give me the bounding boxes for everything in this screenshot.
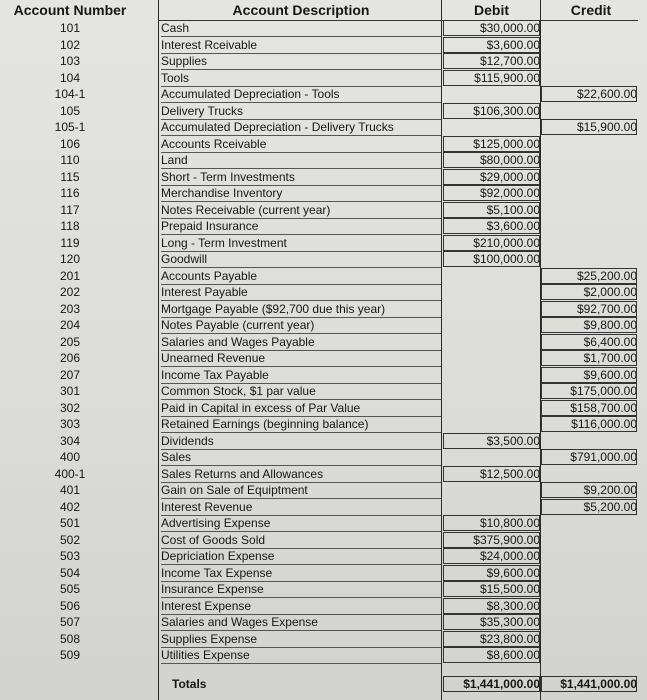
credit-cell: $5,200.00 [541,499,637,515]
account-description-cell: Long - Term Investment [161,235,441,252]
debit-cell [443,482,540,498]
account-number-cell: 507 [59,615,81,629]
table-row [0,400,647,416]
debit-cell: $12,700.00 [443,53,540,69]
debit-cell [443,268,540,284]
debit-cell [443,350,540,366]
debit-cell: $24,000.00 [443,548,540,564]
totals-row [0,676,647,692]
debit-cell [443,284,540,300]
credit-cell [541,532,637,548]
credit-cell: $2,000.00 [541,284,637,300]
account-description-cell: Cost of Goods Sold [161,532,441,549]
credit-cell: $92,700.00 [541,301,637,317]
totals-label: Totals [172,677,207,691]
credit-cell [541,53,637,69]
account-number-cell: 102 [59,37,81,52]
account-description-cell: Interest Rceivable [161,37,441,54]
table-row [0,301,647,317]
account-description-cell: Short - Term Investments [161,169,441,186]
account-description-cell: Interest Payable [161,284,441,301]
credit-cell: $22,600.00 [541,86,637,102]
account-description-cell: Prepaid Insurance [161,218,441,235]
header-account-description: Account Description [232,2,370,18]
account-number-cell: 206 [59,351,81,365]
debit-cell: $10,800.00 [443,515,540,531]
debit-cell: $125,000.00 [443,136,540,152]
debit-cell: $30,000.00 [443,20,540,36]
credit-cell [541,251,637,267]
debit-cell: $3,500.00 [443,433,540,449]
table-row [0,20,647,36]
debit-cell: $100,000.00 [443,251,540,267]
totals-debit: $1,441,000.00 [443,676,540,692]
table-row [0,202,647,218]
debit-cell: $29,000.00 [443,169,540,185]
header-debit: Debit [474,2,509,18]
debit-cell [443,334,540,350]
debit-cell: $3,600.00 [443,37,540,53]
account-number-cell: 502 [59,532,81,547]
credit-cell [541,548,637,564]
debit-cell [443,400,540,416]
debit-cell: $9,600.00 [443,565,540,581]
account-description-cell: Accumulated Depreciation - Delivery Trucks [161,119,441,136]
account-number-cell: 506 [59,598,81,613]
table-row [0,284,647,300]
credit-cell [541,152,637,168]
debit-cell: $115,900.00 [443,70,540,86]
account-description-cell: Insurance Expense [161,581,441,598]
account-number-cell: 400 [59,450,81,464]
table-row [0,152,647,168]
account-number-cell: 509 [59,648,81,662]
table-row [0,383,647,399]
table-row [0,433,647,449]
account-number-cell: 110 [60,153,80,167]
account-description-cell: Supplies Expense [161,631,441,648]
table-row [0,482,647,498]
account-description-cell: Accounts Rceivable [161,136,441,153]
table-row [0,614,647,630]
table-row [0,119,647,135]
account-description-cell: Salaries and Wages Payable [161,334,441,351]
account-number-cell: 116 [60,186,80,200]
account-description-cell: Income Tax Payable [161,367,441,384]
account-number-cell: 105-1 [54,120,86,134]
account-number-cell: 304 [59,433,81,448]
credit-cell: $1,700.00 [541,350,637,366]
credit-cell [541,218,637,234]
debit-cell: $92,000.00 [443,185,540,201]
account-number-cell: 205 [59,334,81,349]
account-description-cell: Dividends [161,433,441,450]
totals-credit: $1,441,000.00 [541,676,637,692]
account-number-cell: 301 [59,384,81,398]
account-description-cell: Tools [161,70,441,87]
table-row [0,103,647,119]
table-row [0,647,647,663]
account-number-cell: 120 [59,252,81,266]
account-description-cell: Utilities Expense [161,647,441,664]
account-number-cell: 505 [59,582,81,596]
credit-cell [541,647,637,663]
debit-cell [443,119,540,135]
credit-cell [541,202,637,218]
table-row [0,268,647,284]
table-row [0,185,647,201]
account-description-cell: Cash [161,20,441,37]
account-description-cell: Mortgage Payable ($92,700 due this year) [161,301,441,318]
credit-cell [541,70,637,86]
table-row [0,53,647,69]
account-description-cell: Unearned Revenue [161,350,441,367]
account-description-cell: Sales Returns and Allowances [161,466,441,483]
account-description-cell: Advertising Expense [161,515,441,532]
table-row [0,86,647,102]
table-row [0,532,647,548]
table-row [0,416,647,432]
table-row [0,235,647,251]
account-number-cell: 105 [59,103,81,118]
credit-cell [541,598,637,614]
debit-cell [443,301,540,317]
table-row [0,631,647,647]
account-number-cell: 303 [59,417,81,431]
debit-cell [443,383,540,399]
account-number-cell: 104 [59,70,81,85]
credit-cell: $25,200.00 [541,268,637,284]
credit-cell [541,631,637,647]
account-description-cell: Goodwill [161,251,441,268]
account-description-cell: Land [161,152,441,169]
debit-cell: $35,300.00 [443,614,540,630]
table-row [0,598,647,614]
account-number-cell: 101 [59,21,81,35]
table-row [0,251,647,267]
header-account-number: Account Number [13,2,127,18]
table-row [0,334,647,350]
credit-cell [541,235,637,251]
debit-cell [443,499,540,515]
account-number-cell: 103 [59,54,81,68]
table-row [0,37,647,53]
account-number-cell: 401 [59,483,81,497]
credit-cell [541,103,637,119]
table-row [0,70,647,86]
debit-cell: $375,900.00 [443,532,540,548]
debit-cell: $23,800.00 [443,631,540,647]
table-row [0,466,647,482]
table-row [0,350,647,366]
credit-cell [541,136,637,152]
credit-cell: $6,400.00 [541,334,637,350]
account-number-cell: 201 [59,268,81,283]
table-row [0,581,647,597]
account-number-cell: 501 [59,516,81,530]
account-description-cell: Notes Receivable (current year) [161,202,441,219]
account-description-cell: Sales [161,449,441,466]
account-description-cell: Notes Payable (current year) [161,317,441,334]
table-row [0,136,647,152]
table-row [0,218,647,234]
debit-cell: $15,500.00 [443,581,540,597]
debit-cell: $106,300.00 [443,103,540,119]
debit-cell [443,317,540,333]
account-description-cell: Gain on Sale of Equiptment [161,482,441,499]
account-number-cell: 302 [59,400,81,415]
debit-cell [443,367,540,383]
credit-cell: $175,000.00 [541,383,637,399]
account-number-cell: 508 [59,631,81,646]
account-number-cell: 104-1 [54,87,86,101]
account-number-cell: 504 [59,565,81,580]
table-row [0,548,647,564]
credit-cell: $9,800.00 [541,317,637,333]
account-number-cell: 119 [60,235,80,250]
credit-cell [541,169,637,185]
credit-cell: $116,000.00 [541,416,637,432]
debit-cell: $5,100.00 [443,202,540,218]
account-number-cell: 204 [59,318,81,332]
account-number-cell: 207 [59,367,81,382]
account-description-cell: Retained Earnings (beginning balance) [161,416,441,433]
credit-cell [541,614,637,630]
account-description-cell: Interest Expense [161,598,441,615]
account-number-cell: 400-1 [54,466,86,481]
account-description-cell: Delivery Trucks [161,103,441,120]
credit-cell: $158,700.00 [541,400,637,416]
credit-cell [541,433,637,449]
account-description-cell: Paid in Capital in excess of Par Value [161,400,441,417]
account-description-cell: Merchandise Inventory [161,185,441,202]
account-description-cell: Income Tax Expense [161,565,441,582]
credit-cell [541,185,637,201]
credit-cell: $9,600.00 [541,367,637,383]
debit-cell: $80,000.00 [443,152,540,168]
account-description-cell: Accounts Payable [161,268,441,285]
account-description-cell: Common Stock, $1 par value [161,383,441,400]
debit-cell: $8,300.00 [443,598,540,614]
account-number-cell: 503 [59,549,81,563]
account-description-cell: Interest Revenue [161,499,441,516]
debit-cell: $12,500.00 [443,466,540,482]
credit-cell: $15,900.00 [541,119,637,135]
table-row [0,515,647,531]
account-description-cell: Salaries and Wages Expense [161,614,441,631]
table-row [0,367,647,383]
account-number-cell: 117 [60,202,80,217]
credit-cell [541,466,637,482]
credit-cell [541,37,637,53]
debit-cell: $3,600.00 [443,218,540,234]
account-number-cell: 402 [59,499,81,514]
account-number-cell: 115 [60,169,80,184]
table-row [0,449,647,465]
header-credit: Credit [570,2,612,18]
credit-cell: $9,200.00 [541,482,637,498]
table-row [0,565,647,581]
credit-cell [541,20,637,36]
credit-cell [541,581,637,597]
table-row [0,169,647,185]
debit-cell: $210,000.00 [443,235,540,251]
debit-cell: $8,600.00 [443,647,540,663]
table-row [0,499,647,515]
credit-cell [541,565,637,581]
account-description-cell: Supplies [161,53,441,70]
table-row [0,317,647,333]
account-description-cell: Depriciation Expense [161,548,441,565]
account-number-cell: 118 [60,219,80,233]
credit-cell [541,515,637,531]
debit-cell [443,449,540,465]
debit-cell [443,416,540,432]
account-number-cell: 106 [59,136,81,151]
credit-cell: $791,000.00 [541,449,637,465]
account-number-cell: 203 [59,301,81,316]
account-description-cell: Accumulated Depreciation - Tools [161,86,441,103]
account-number-cell: 202 [59,285,81,299]
debit-cell [443,86,540,102]
